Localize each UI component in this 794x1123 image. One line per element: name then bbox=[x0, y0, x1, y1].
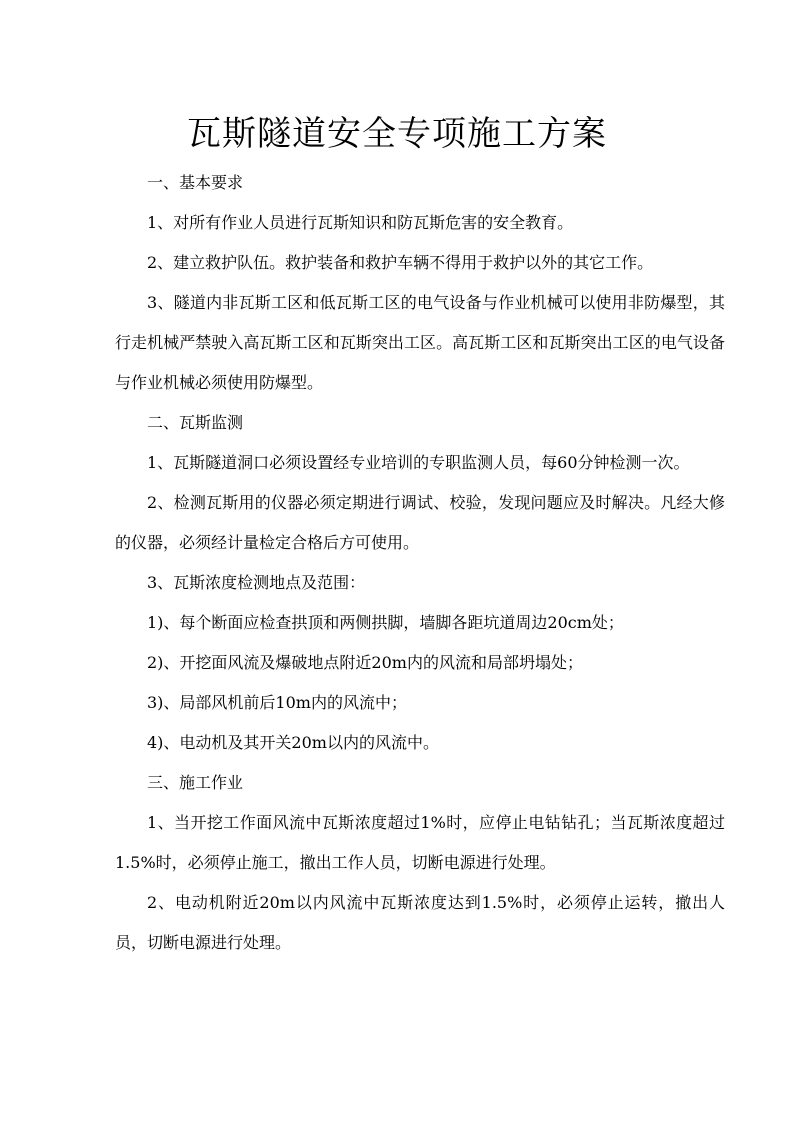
paragraph: 4)、电动机及其开关20m以内的风流中。 bbox=[147, 733, 439, 752]
section-heading-gas-monitoring: 二、瓦斯监测 bbox=[147, 413, 244, 432]
paragraph: 2)、开挖面风流及爆破地点附近20m内的风流和局部坍塌处； bbox=[147, 653, 583, 672]
paragraph: 1、对所有作业人员进行瓦斯知识和防瓦斯危害的安全教育。 bbox=[147, 213, 574, 232]
document-body bbox=[115, 163, 725, 963]
paragraph: 1、当开挖工作面风流中瓦斯浓度超过1%时，应停止电钻钻孔；当瓦斯浓度超过1.5%时，必须停止施工，撤出工作人员，切断电源进行处理。 bbox=[115, 813, 725, 872]
paragraph: 2、检测瓦斯用的仪器必须定期进行调试、校验，发现问题应及时解决。凡经大修的仪器，必须经计量检定合格后方可使用。 bbox=[115, 493, 725, 552]
paragraph: 3、瓦斯浓度检测地点及范围： bbox=[147, 573, 366, 592]
paragraph: 2、电动机附近20m以内风流中瓦斯浓度达到1.5%时，必须停止运转，撤出人员，切断电源进行处理。 bbox=[115, 893, 725, 952]
section-heading-construction-work: 三、施工作业 bbox=[147, 773, 244, 792]
paragraph: 3)、局部风机前后10m内的风流中； bbox=[147, 693, 407, 712]
page-title: 瓦斯隧道安全专项施工方案 bbox=[187, 114, 607, 154]
paragraph: 2、建立救护队伍。救护装备和救护车辆不得用于救护以外的其它工作。 bbox=[147, 253, 654, 272]
paragraph: 3、隧道内非瓦斯工区和低瓦斯工区的电气设备与作业机械可以使用非防爆型，其行走机械严禁驶入高瓦斯工区和瓦斯突出工区。高瓦斯工区和瓦斯突出工区的电气设备与作业机械必须使用防爆型。 bbox=[115, 293, 725, 392]
paragraph: 1)、每个断面应检查拱顶和两侧拱脚，墙脚各距坑道周边20cm处； bbox=[147, 613, 624, 632]
section-heading-basic-requirements: 一、基本要求 bbox=[147, 173, 244, 192]
paragraph: 1、瓦斯隧道洞口必须设置经专业培训的专职监测人员，每60分钟检测一次。 bbox=[147, 453, 690, 472]
